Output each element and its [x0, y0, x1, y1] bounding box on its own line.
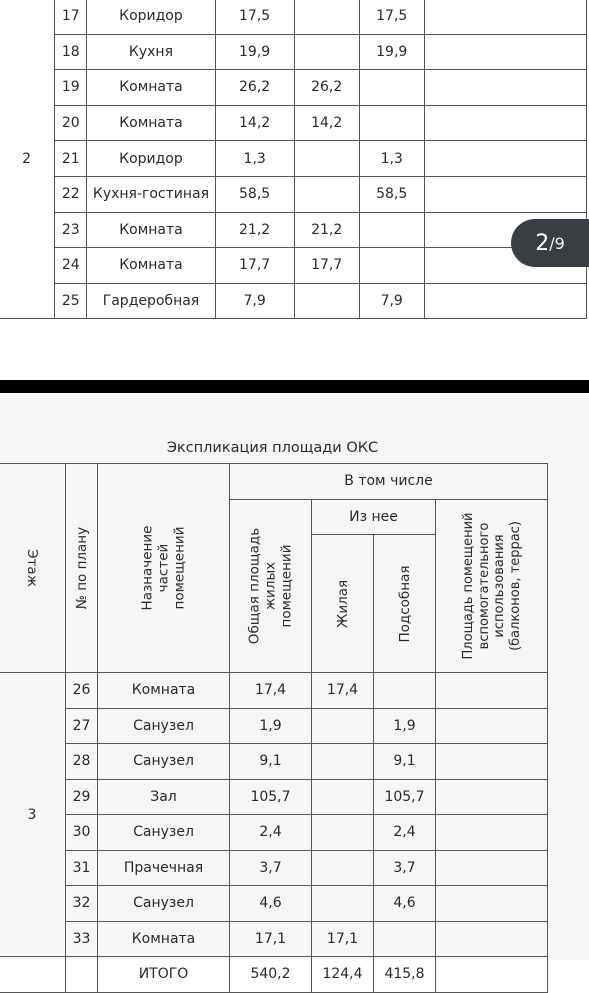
living-area: 14,2	[294, 105, 359, 141]
header-floor: Этаж	[0, 464, 66, 673]
extra-area-sum	[436, 957, 548, 993]
room-name: Кухня-гостиная	[87, 176, 215, 212]
page-current: 2	[535, 230, 550, 256]
extra-area	[424, 70, 586, 106]
table-row	[0, 176, 587, 212]
aux-area: 19,9	[359, 34, 424, 70]
table-row	[0, 744, 548, 780]
extra-area	[424, 0, 586, 34]
room-name: Коридор	[87, 141, 215, 177]
living-area	[312, 815, 374, 851]
aux-area	[359, 212, 424, 248]
room-number: 32	[66, 886, 98, 922]
aux-area: 17,5	[359, 0, 424, 34]
table-row	[0, 105, 587, 141]
total-area: 17,4	[230, 673, 312, 709]
room-number: 31	[66, 850, 98, 886]
aux-area	[359, 105, 424, 141]
aux-area-sum: 415,8	[374, 957, 436, 993]
room-name: Прачечная	[98, 850, 230, 886]
page-total: /9	[549, 233, 565, 253]
extra-area	[436, 673, 548, 709]
extra-area	[436, 921, 548, 957]
page-separator	[0, 380, 589, 393]
table-row	[0, 886, 548, 922]
total-area: 1,9	[230, 708, 312, 744]
room-name: Коридор	[87, 0, 215, 34]
living-area-sum: 124,4	[312, 957, 374, 993]
room-number: 28	[66, 744, 98, 780]
area-explication-table	[0, 463, 548, 993]
header-living: Жилая	[312, 535, 374, 673]
room-number: 33	[66, 921, 98, 957]
living-area	[294, 34, 359, 70]
header-aux: Подсобная	[374, 535, 436, 673]
header-including: В том числе	[230, 464, 548, 500]
living-area	[294, 176, 359, 212]
room-number: 20	[55, 105, 87, 141]
extra-area	[436, 886, 548, 922]
living-area	[312, 744, 374, 780]
total-row	[0, 957, 548, 993]
total-label: ИТОГО	[98, 957, 230, 993]
table-row	[0, 0, 587, 34]
living-area	[312, 886, 374, 922]
total-area: 1,3	[215, 141, 294, 177]
page-indicator[interactable]	[511, 219, 589, 267]
total-area: 58,5	[215, 176, 294, 212]
total-area: 17,5	[215, 0, 294, 34]
table-row	[0, 283, 587, 319]
header-extra: Площадь помещений вспомогательного использования (балконов, террас)	[436, 499, 548, 673]
total-area: 3,7	[230, 850, 312, 886]
room-number: 19	[55, 70, 87, 106]
living-area	[312, 850, 374, 886]
aux-area	[359, 70, 424, 106]
extra-area	[424, 176, 586, 212]
room-name: Комната	[98, 673, 230, 709]
room-name: Комната	[87, 70, 215, 106]
table-row	[0, 708, 548, 744]
extra-area	[424, 105, 586, 141]
header-purpose: Назначение частей помещений	[98, 464, 230, 673]
aux-area: 9,1	[374, 744, 436, 780]
extra-area	[436, 815, 548, 851]
table-row	[0, 779, 548, 815]
aux-area: 1,3	[359, 141, 424, 177]
aux-area: 58,5	[359, 176, 424, 212]
table-row	[0, 141, 587, 177]
extra-area	[424, 141, 586, 177]
table-row	[0, 248, 587, 284]
living-area: 17,4	[312, 673, 374, 709]
extra-area	[436, 708, 548, 744]
table-row	[0, 850, 548, 886]
room-name: Гардеробная	[87, 283, 215, 319]
room-number: 18	[55, 34, 87, 70]
total-area: 19,9	[215, 34, 294, 70]
table-caption: Экспликация площади ОКС	[166, 440, 379, 456]
aux-area: 1,9	[374, 708, 436, 744]
living-area	[312, 708, 374, 744]
room-name: Зал	[98, 779, 230, 815]
living-area: 17,1	[312, 921, 374, 957]
living-area: 26,2	[294, 70, 359, 106]
extra-area	[436, 850, 548, 886]
room-name: Комната	[87, 105, 215, 141]
aux-area	[359, 248, 424, 284]
table-row	[0, 921, 548, 957]
total-area: 4,6	[230, 886, 312, 922]
header-total-area: Общая площадь жилых помещений	[230, 499, 312, 673]
room-name: Санузел	[98, 815, 230, 851]
extra-area	[424, 34, 586, 70]
aux-area	[374, 921, 436, 957]
living-area	[294, 141, 359, 177]
table-row	[0, 70, 587, 106]
table-row	[0, 34, 587, 70]
living-area	[294, 283, 359, 319]
room-number: 26	[66, 673, 98, 709]
header-of-which: Из нее	[312, 499, 436, 535]
area-table-continued	[0, 0, 587, 319]
table-row	[0, 212, 587, 248]
living-area: 17,7	[294, 248, 359, 284]
room-name: Комната	[87, 248, 215, 284]
aux-area: 2,4	[374, 815, 436, 851]
total-area-sum: 540,2	[230, 957, 312, 993]
extra-area	[436, 779, 548, 815]
room-number: 23	[55, 212, 87, 248]
room-number: 22	[55, 176, 87, 212]
room-name: Санузел	[98, 744, 230, 780]
living-area: 21,2	[294, 212, 359, 248]
total-area: 7,9	[215, 283, 294, 319]
aux-area: 3,7	[374, 850, 436, 886]
extra-area	[424, 283, 586, 319]
floor-cell: 3	[0, 673, 66, 957]
aux-area	[374, 673, 436, 709]
table-row	[0, 815, 548, 851]
room-number: 25	[55, 283, 87, 319]
room-name: Кухня	[87, 34, 215, 70]
document-page-top	[0, 0, 589, 380]
room-number: 29	[66, 779, 98, 815]
room-name: Санузел	[98, 886, 230, 922]
total-area: 17,7	[215, 248, 294, 284]
extra-area	[436, 744, 548, 780]
room-number: 27	[66, 708, 98, 744]
room-name: Санузел	[98, 708, 230, 744]
table-row	[0, 673, 548, 709]
room-number: 30	[66, 815, 98, 851]
living-area	[312, 779, 374, 815]
aux-area: 105,7	[374, 779, 436, 815]
room-number: 21	[55, 141, 87, 177]
total-area: 105,7	[230, 779, 312, 815]
room-number: 17	[55, 0, 87, 34]
room-number: 24	[55, 248, 87, 284]
total-area: 2,4	[230, 815, 312, 851]
room-name: Комната	[98, 921, 230, 957]
aux-area: 4,6	[374, 886, 436, 922]
total-area: 14,2	[215, 105, 294, 141]
aux-area: 7,9	[359, 283, 424, 319]
total-area: 21,2	[215, 212, 294, 248]
total-floor-cell	[0, 957, 66, 993]
floor-cell: 2	[0, 0, 55, 319]
header-num: № по плану	[66, 464, 98, 673]
room-name: Комната	[87, 212, 215, 248]
total-area: 26,2	[215, 70, 294, 106]
living-area	[294, 0, 359, 34]
total-num-cell	[66, 957, 98, 993]
total-area: 17,1	[230, 921, 312, 957]
total-area: 9,1	[230, 744, 312, 780]
